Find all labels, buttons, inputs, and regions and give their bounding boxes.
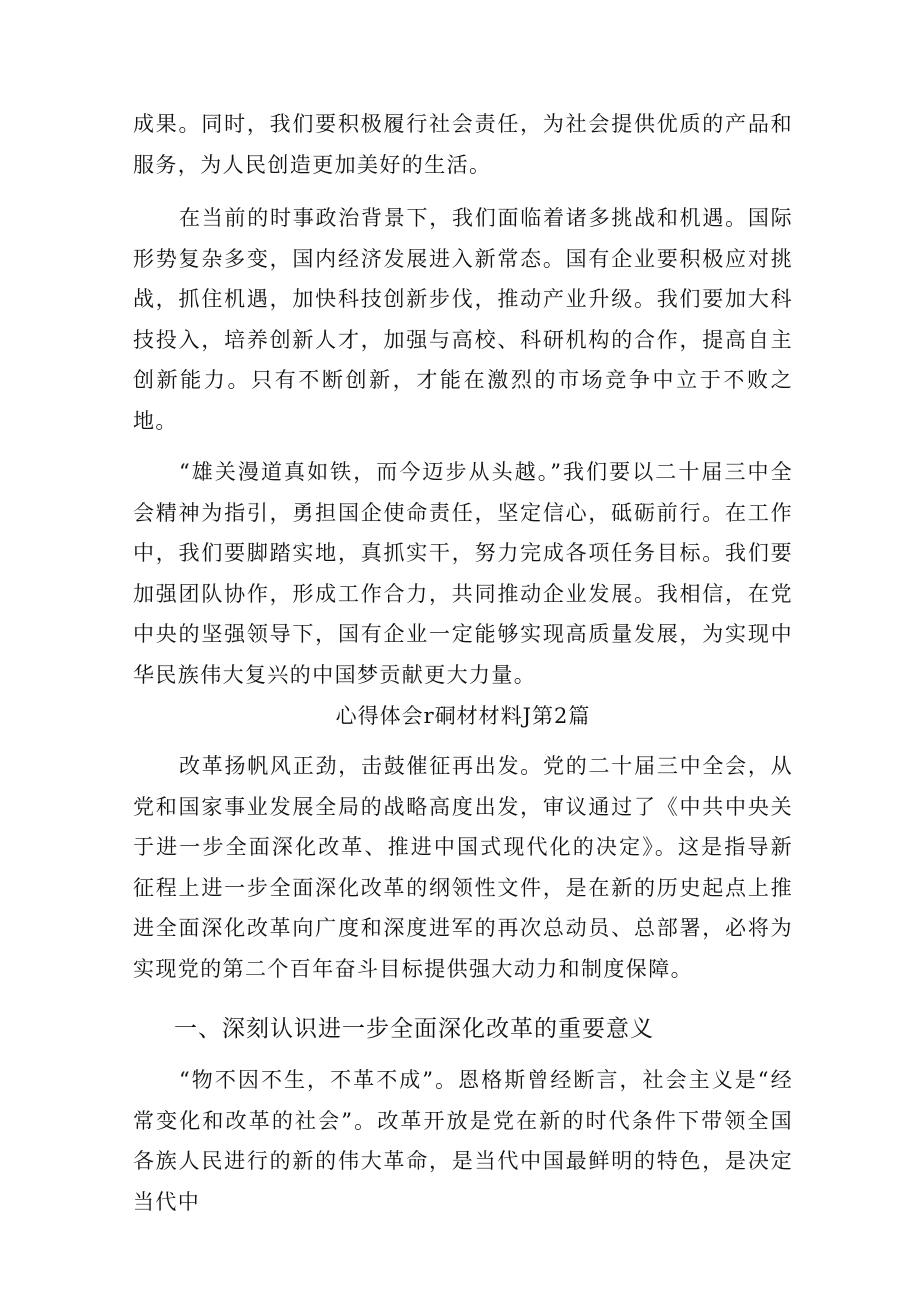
paragraph-continuation: 成果。同时，我们要积极履行社会责任，为社会提供优质的产品和服务，为人民创造更加美好的生活。 xyxy=(133,112,793,177)
paragraph-reform-meaning: “物不因不生，不革不成”。恩格斯曾经断言，社会主义是“经常变化和改革的社会”。改革开放是党在新的时代条件下带领全国各族人民进行的新的伟大革命，是当代中国最鲜明的特色，是决定当代中 xyxy=(133,1068,793,1214)
section-subtitle: 心得体会r硐材材料J第2篇 xyxy=(335,704,591,728)
section-heading: 一、深刻认识进一步全面深化改革的重要意义 xyxy=(174,1016,654,1042)
paragraph-reform-intro: 改革扬帆风正劲，击鼓催征再出发。党的二十届三中全会，从党和国家事业发展全局的战略高度出发，审议通过了《中共中央关于进一步全面深化改革、推进中国式现代化的决定》。这是指导新征程上进一步全面深化改革的纲领性文件，是在新的历史起点上推进全面深化改革向广度和深度进军的再次总动员、总部署，必将为实现党的第二个百年奋斗目标提供强大动力和制度保障。 xyxy=(133,754,793,981)
paragraph-current-situation: 在当前的时事政治背景下，我们面临着诸多挑战和机遇。国际形势复杂多变，国内经济发展进入新常态。国有企业要积极应对挑战，抓住机遇，加快科技创新步伐，推动产业升级。我们要加大科技投入，培养创新人才，加强与高校、科研机构的合作，提高自主创新能力。只有不断创新，才能在激烈的市场竞争中立于不败之地。 xyxy=(133,206,793,433)
paragraph-quote-resolve: “雄关漫道真如铁，而今迈步从头越。”我们要以二十届三中全会精神为指引，勇担国企使命责任，坚定信心，砥砺前行。在工作中，我们要脚踏实地，真抓实干，努力完成各项任务目标。我们要加强团队协作，形成工作合力，共同推动企业发展。我相信，在党中央的坚强领导下，国有企业一定能够实现高质量发展，为实现中华民族伟大复兴的中国梦贡献更大力量。 xyxy=(133,460,793,687)
